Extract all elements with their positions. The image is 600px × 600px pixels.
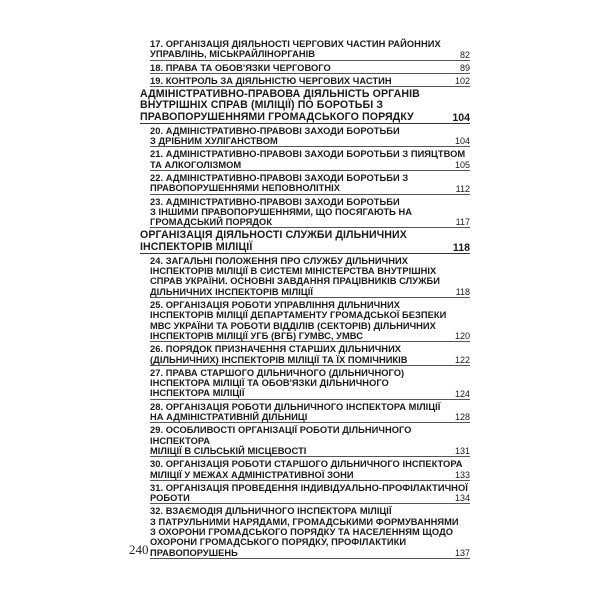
leader-line	[150, 194, 470, 195]
toc-entry-title: 31. ОРГАНІЗАЦІЯ ПРОВЕДЕННЯ ІНДИВІДУАЛЬНО-ПРОФІЛАКТИЧНОЇ РОБОТИ	[150, 482, 468, 504]
leader-line	[150, 170, 470, 171]
toc-entry-page: 133	[454, 469, 470, 480]
toc-entry-page: 82	[459, 49, 470, 60]
toc-entry-page: 89	[459, 62, 470, 73]
leader-line	[140, 253, 470, 254]
leader-line	[150, 422, 470, 423]
leader-line	[150, 456, 470, 457]
leader-line	[150, 146, 470, 147]
toc-entry-page: 134	[454, 493, 470, 504]
toc-entry-page: 117	[455, 217, 470, 228]
toc-entry-title: 29. ОСОБЛИВОСТІ ОРГАНІЗАЦІЇ РОБОТИ ДІЛЬНИЧНОГО ІНСПЕКТОРА МІЛІЦІЇ В СІЛЬСЬКІЙ МІСЦЕВОСТІ	[150, 425, 412, 456]
toc-entry-title: 23. АДМІНІСТРАТИВНО-ПРАВОВІ ЗАХОДИ БОРОТЬБИ З ІНШИМИ ПРАВОПОРУШЕННЯМИ, ЩО ПОСЯГАЮТЬ НА ГРОМАДСЬКИЙ ПОРЯДОК	[150, 196, 413, 228]
toc-entry-title: 24. ЗАГАЛЬНІ ПОЛОЖЕННЯ ПРО СЛУЖБУ ДІЛЬНИЧНИХ ІНСПЕКТОРІВ МІЛІЦІЇ В СИСТЕМІ МІНІСТЕРСТВА ВНУТРІШНІХ СПРАВ УКРАЇНИ. ОСНОВНІ ЗАВДАННЯ ПРАЦІВНИКІВ СЛУЖБИ ДІЛЬНИЧНИХ ІНСПЕКТОРІВ МІЛІЦІЇ	[150, 255, 440, 297]
toc-entry-title: 30. ОРГАНІЗАЦІЯ РОБОТИ СТАРШОГО ДІЛЬНИЧНОГО ІНСПЕКТОРА МІЛІЦІЇ У МЕЖАХ АДМІНІСТРАТИВНОЇ ЗОНИ	[150, 459, 463, 480]
toc-section	[140, 230, 470, 252]
toc-entry-page: 128	[454, 412, 470, 423]
toc-entry	[140, 76, 470, 86]
toc-entry-title: 32. ВЗАЄМОДІЯ ДІЛЬНИЧНОГО ІНСПЕКТОРА МІЛІЦІЇ З ПАТРУЛЬНИМИ НАРЯДАМИ, ГРОМАДСЬКИМИ ФОРМУВАННЯМИ З ОХОРОНИ ГРОМАДСЬКОГО ПОРЯДКУ ТА НАСЕЛЕННЯМ ЩОДО ОХОРОНИ ГРОМАДСЬКОГО ПОРЯДКУ, ПРОФІЛАКТИКИ ПРАВОПОРУШЕНЬ	[150, 506, 459, 558]
toc-entry	[140, 459, 470, 480]
toc-entry-page: 124	[454, 388, 470, 399]
toc-entry-title: 28. ОРГАНІЗАЦІЯ РОБОТИ ДІЛЬНИЧНОГО ІНСПЕКТОРА МІЛІЦІЇ НА АДМІНІСТРАТИВНІЙ ДІЛЬНИЦІ	[150, 401, 441, 423]
leader-line	[140, 123, 470, 124]
toc-entry-page: 131	[454, 446, 470, 457]
toc-entry-title: 27. ПРАВА СТАРШОГО ДІЛЬНИЧНОГО (ДІЛЬНИЧНОГО) ІНСПЕКТОРА МІЛІЦІЇ ТА ОБОВ'ЯЗКИ ДІЛЬНИЧНОГО ІНСПЕКТОРА МІЛІЦІЇ	[150, 367, 405, 399]
toc-entry	[140, 506, 470, 557]
toc-entry-page: 105	[454, 159, 470, 170]
leader-line	[150, 399, 470, 400]
toc-entry-title: 17. ОРГАНІЗАЦІЯ ДІЯЛЬНОСТІ ЧЕРГОВИХ ЧАСТИН РАЙОННИХ УПРАВЛІНЬ, МІСЬКРАЙЛІНОРГАНІВ	[150, 39, 441, 60]
leader-line	[150, 365, 470, 366]
toc-entry-page: 102	[454, 76, 470, 87]
toc-entry-page: 120	[454, 331, 470, 342]
leader-line	[150, 480, 470, 481]
toc-entry-title: ОРГАНІЗАЦІЯ ДІЯЛЬНОСТІ СЛУЖБИ ДІЛЬНИЧНИХ ІНСПЕКТОРІВ МІЛІЦІЇ	[140, 229, 407, 253]
toc-entry	[140, 173, 470, 194]
toc-entry	[140, 368, 470, 399]
toc-entry-page: 104	[454, 136, 470, 147]
toc-entry-title: 19. КОНТРОЛЬ ЗА ДІЯЛЬНІСТЮ ЧЕРГОВИХ ЧАСТИН	[150, 75, 392, 86]
toc-entry-title: 18. ПРАВА ТА ОБОВ'ЯЗКИ ЧЕРГОВОГО	[150, 62, 331, 73]
toc-section	[140, 89, 470, 123]
leader-line	[150, 86, 470, 87]
toc-entry-page: 104	[452, 111, 470, 124]
toc-entry	[140, 344, 470, 365]
leader-line	[150, 503, 470, 504]
toc-entry-title: 26. ПОРЯДОК ПРИЗНАЧЕННЯ СТАРШИХ ДІЛЬНИЧНИХ (ДІЛЬНИЧНИХ) ІНСПЕКТОРІВ МІЛІЦІЇ ТА ЇХ ПОМІЧНИКІВ	[150, 344, 408, 365]
table-of-contents	[140, 39, 470, 561]
toc-entry	[140, 39, 470, 60]
leader-line	[150, 227, 470, 228]
page-number: 240	[129, 542, 149, 557]
toc-entry-page: 112	[455, 183, 470, 194]
toc-entry	[140, 63, 470, 73]
toc-entry	[140, 149, 470, 170]
leader-line	[150, 341, 470, 342]
leader-line	[150, 60, 470, 61]
leader-line	[150, 73, 470, 74]
toc-entry	[140, 425, 470, 456]
leader-line	[150, 297, 470, 298]
toc-entry-title: 20. АДМІНІСТРАТИВНО-ПРАВОВІ ЗАХОДИ БОРОТЬБИ З ДРІБНИМ ХУЛІГАНСТВОМ	[150, 125, 400, 147]
toc-entry	[140, 402, 470, 423]
toc-entry-page: 137	[454, 547, 470, 558]
toc-entry-title: АДМІНІСТРАТИВНО-ПРАВОВА ДІЯЛЬНІСТЬ ОРГАНІВ ВНУТРІШНІХ СПРАВ (МІЛІЦІЇ) ПО БОРОТЬБІ З ПРАВОПОРУШЕННЯМИ ГРОМАДСЬКОГО ПОРЯДКУ	[140, 88, 420, 123]
toc-entry	[140, 483, 470, 504]
toc-entry-title: 21. АДМІНІСТРАТИВНО-ПРАВОВІ ЗАХОДИ БОРОТЬБИ З ПИЯЦТВОМ ТА АЛКОГОЛІЗМОМ	[150, 149, 466, 170]
toc-entry	[140, 126, 470, 147]
toc-entry	[140, 300, 470, 341]
toc-entry-page: 122	[454, 354, 470, 365]
toc-entry	[140, 197, 470, 228]
leader-line	[150, 558, 470, 559]
toc-entry-page: 118	[452, 241, 470, 254]
toc-entry-title: 25. ОРГАНІЗАЦІЯ РОБОТИ УПРАВЛІННЯ ДІЛЬНИЧНИХ ІНСПЕКТОРІВ МІЛІЦІЇ ДЕПАРТАМЕНТУ ГРОМАДСЬКОЇ БЕЗПЕКИ МВС УКРАЇНИ ТА РОБОТИ ВІДДІЛІВ (СЕКТОРІВ) ДІЛЬНИЧНИХ ІНСПЕКТОРІВ МІЛІЦІЇ УГБ (ВГБ) ГУМВС, УМВС	[150, 300, 447, 341]
toc-entry	[140, 256, 470, 297]
toc-entry-title: 22. АДМІНІСТРАТИВНО-ПРАВОВІ ЗАХОДИ БОРОТЬБИ З ПРАВОПОРУШЕННЯМИ НЕПОВНОЛІТНІХ	[150, 172, 409, 194]
toc-entry-page: 118	[455, 287, 470, 298]
